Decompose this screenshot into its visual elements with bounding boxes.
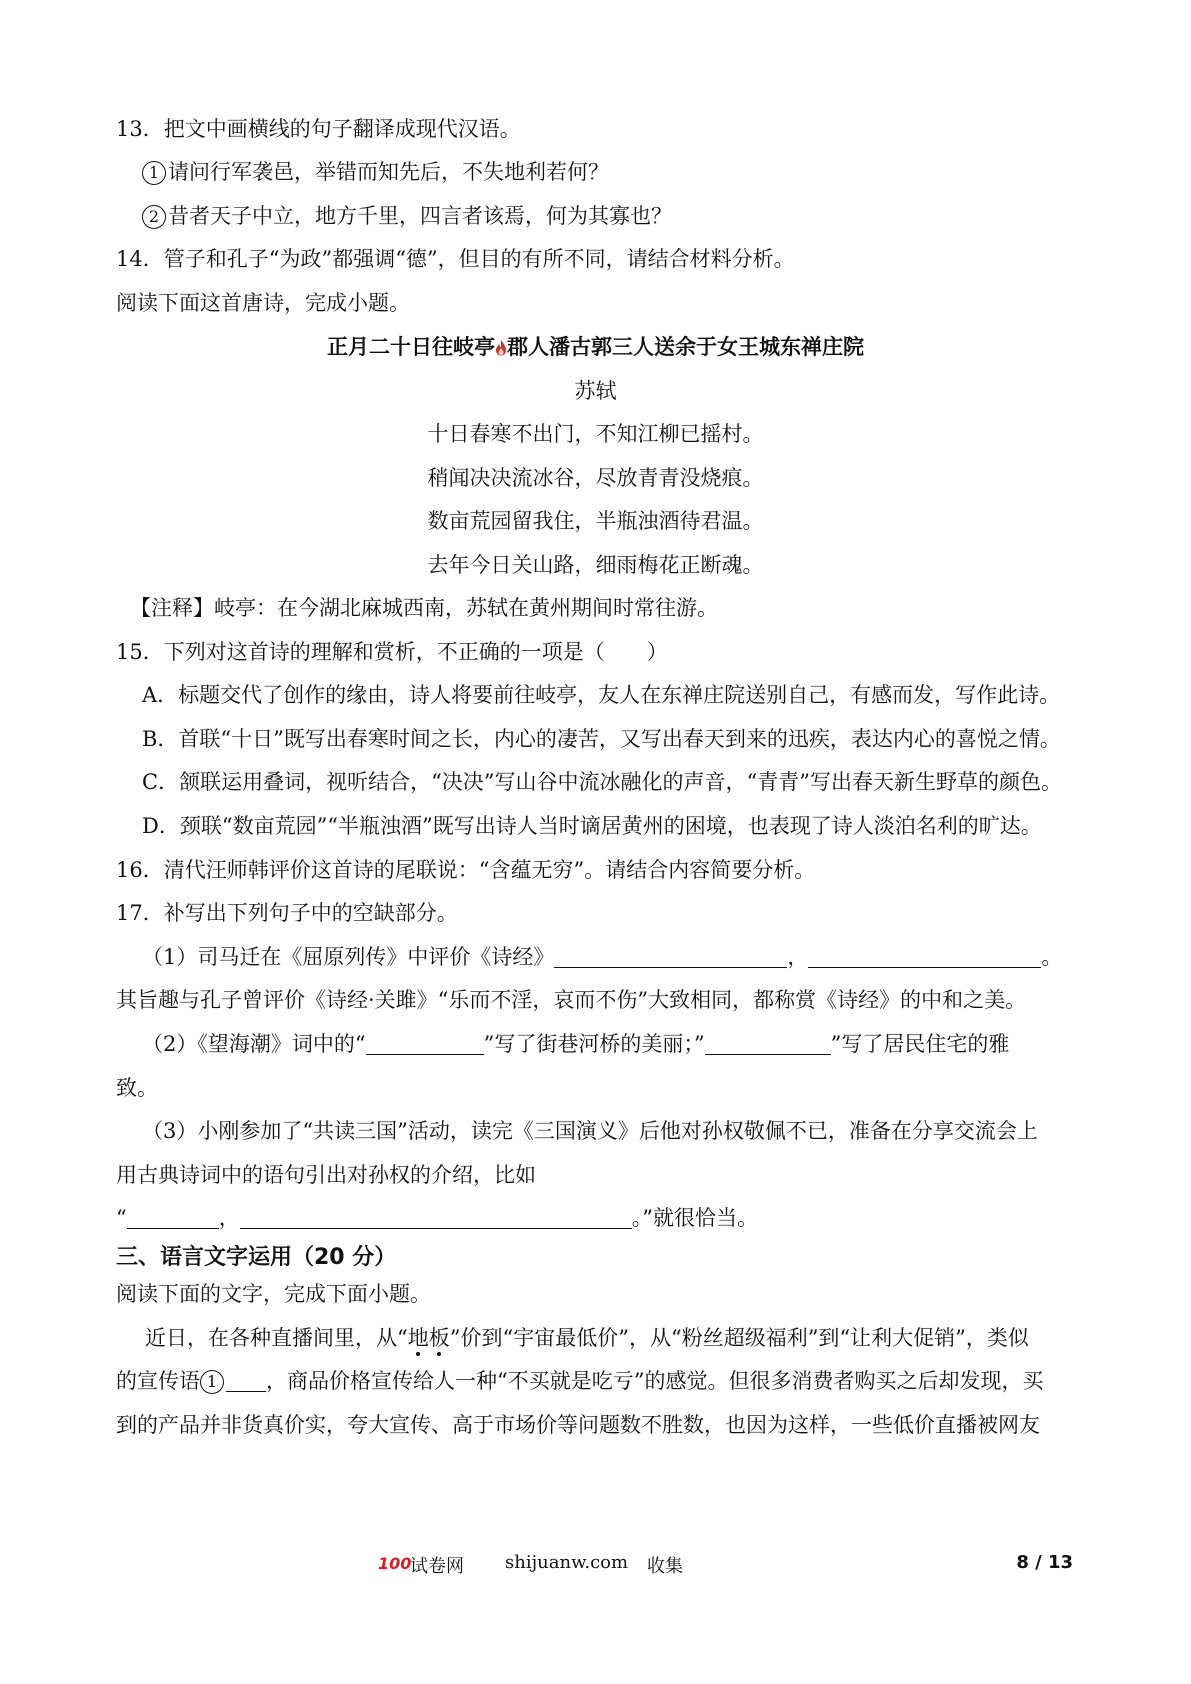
emphasis-dot-char: 地: [407, 1326, 429, 1350]
passage-line-2: [116, 1366, 1081, 1396]
q17-p3-sep: ，: [218, 1206, 240, 1230]
q17-part1: [142, 942, 1081, 972]
q17-part2-cont: 致。: [116, 1076, 158, 1100]
page-footer: [0, 1552, 1191, 1582]
footer-site[interactable]: shijuanw.com: [505, 1552, 629, 1573]
page-number: 8 / 13: [1016, 1552, 1073, 1573]
poem-title-part-a: 正月二十日往岐亭: [327, 335, 495, 359]
q17-p1-text: （1）司马迁在《屈原列传》中评价《诗经》: [142, 945, 555, 969]
q17-part3-answer: [116, 1203, 1081, 1233]
poem-line-4: 去年今日关山路，细雨梅花正断魂。: [427, 553, 764, 577]
q17-part1-cont: 其旨趣与孔子曾评价《诗经·关雎》“乐而不淫，哀而不伤”大致相同，都称赏《诗经》的中和之美。: [116, 988, 1027, 1012]
section-heading: 三、语言文字运用（20 分）: [116, 1245, 397, 1270]
passage-line-3: 到的产品并非货真价实，夸大宣传、高于市场价等问题数不胜数，也因为这样，一些低价直播被网友: [116, 1413, 1040, 1437]
footer-brand: 试卷网: [410, 1556, 464, 1577]
q13-item-1-text: 请问行军袭邑，举错而知先后，不失地利若何？: [168, 160, 609, 184]
poem-title-part-b: 郡人潘古郭三人送余于女王城东禅庄院: [507, 335, 864, 359]
poem-author: 苏轼: [574, 379, 617, 403]
q15-option-c: C．颔联运用叠词，视听结合，“决决”写山谷中流冰融化的声音，“青青”写出春天新生野草的颜色。: [142, 770, 1063, 794]
q17-p1-sep: ，: [787, 945, 809, 969]
passage-text: ，商品价格宣传给人一种“不买就是吃亏”的感觉。但很多消费者购买之后却发现，买: [266, 1369, 1044, 1393]
poem-note: 【注释】岐亭：在今湖北麻城西南，苏轼在黄州期间时常往游。: [130, 596, 718, 620]
q16: 16．清代汪师韩评价这首诗的尾联说：“含蕴无穷”。请结合内容简要分析。: [116, 858, 816, 882]
emphasis-dot-char: 板: [428, 1326, 450, 1350]
flame-icon: [495, 339, 507, 356]
q15-option-b: B．首联“十日”既写出春寒时间之长，内心的凄苦，又写出春天到来的迅疾，表达内心的喜悦之情。: [142, 727, 1061, 751]
answer-blank[interactable]: [705, 1032, 831, 1055]
q14: 14．管子和孔子“为政”都强调“德”，但目的有所不同，请结合材料分析。: [116, 247, 795, 271]
q17-p3-end: 。”就很恰当。: [631, 1206, 758, 1230]
answer-blank[interactable]: [366, 1032, 484, 1055]
q15-option-a: A．标题交代了创作的缘由，诗人将要前往岐亭，友人在东禅庄院送别自己，有感而发，写作此诗。: [142, 683, 1061, 707]
q17-part3-cont: 用古典诗词中的语句引出对孙权的介绍，比如: [116, 1163, 536, 1187]
q17-stem: 17．补写出下列句子中的空缺部分。: [116, 901, 458, 925]
section-intro: 阅读下面的文字，完成下面小题。: [116, 1282, 431, 1306]
q17-part3: （3）小刚参加了“共读三国”活动，读完《三国演义》后他对孙权敬佩不已，准备在分享交流会上: [142, 1119, 1038, 1143]
logo-mark: 100: [378, 1554, 412, 1573]
q17-p2-text-b: ”写了街巷河桥的美丽；”: [483, 1032, 705, 1056]
poem-line-3: 数亩荒园留我住，半瓶浊酒待君温。: [427, 509, 764, 533]
poem-line-2: 稍闻决决流冰谷，尽放青青没烧痕。: [427, 466, 764, 490]
q15-stem: 15．下列对这首诗的理解和赏析，不正确的一项是（ ）: [116, 640, 668, 664]
q17-p2-text-c: ”写了居民住宅的雅: [830, 1032, 1010, 1056]
q17-p1-end: 。: [1041, 945, 1063, 969]
q17-p2-text-a: （2）《望海潮》词中的“: [142, 1032, 366, 1056]
passage-text: 近日，在各种直播间里，从“: [145, 1326, 408, 1350]
answer-blank[interactable]: [808, 945, 1041, 968]
passage-text: ”价到“宇宙最低价”，从“粉丝超级福利”到“让利大促销”，类似: [449, 1326, 1029, 1350]
answer-blank[interactable]: [226, 1369, 266, 1392]
answer-blank[interactable]: [240, 1206, 632, 1229]
q13-item-1: [142, 157, 1081, 187]
footer-collect: 收集: [647, 1556, 683, 1577]
poem-title: [0, 332, 1191, 362]
q15-option-d: D．颈联“数亩荒园”“半瓶浊酒”既写出诗人当时谪居黄州的困境，也表现了诗人淡泊名利的旷达。: [142, 814, 1042, 838]
quote-open: “: [116, 1206, 127, 1230]
q13-item-2: [142, 201, 1081, 231]
answer-blank[interactable]: [554, 945, 787, 968]
passage-line-1: [145, 1323, 1081, 1353]
q17-part2: [142, 1029, 1081, 1059]
passage-text: 的宣传语: [116, 1369, 200, 1393]
circled-number: 1: [142, 161, 166, 185]
answer-blank[interactable]: [127, 1206, 219, 1229]
circled-number: 1: [200, 1370, 224, 1394]
circled-number: 2: [142, 205, 166, 229]
q13-stem: 13．把文中画横线的句子翻译成现代汉语。: [116, 117, 521, 141]
q13-item-2-text: 昔者天子中立，地方千里，四言者该焉，何为其寡也？: [168, 204, 672, 228]
poem-intro: 阅读下面这首唐诗，完成小题。: [116, 291, 410, 315]
poem-line-1: 十日春寒不出门，不知江柳已摇村。: [427, 422, 764, 446]
